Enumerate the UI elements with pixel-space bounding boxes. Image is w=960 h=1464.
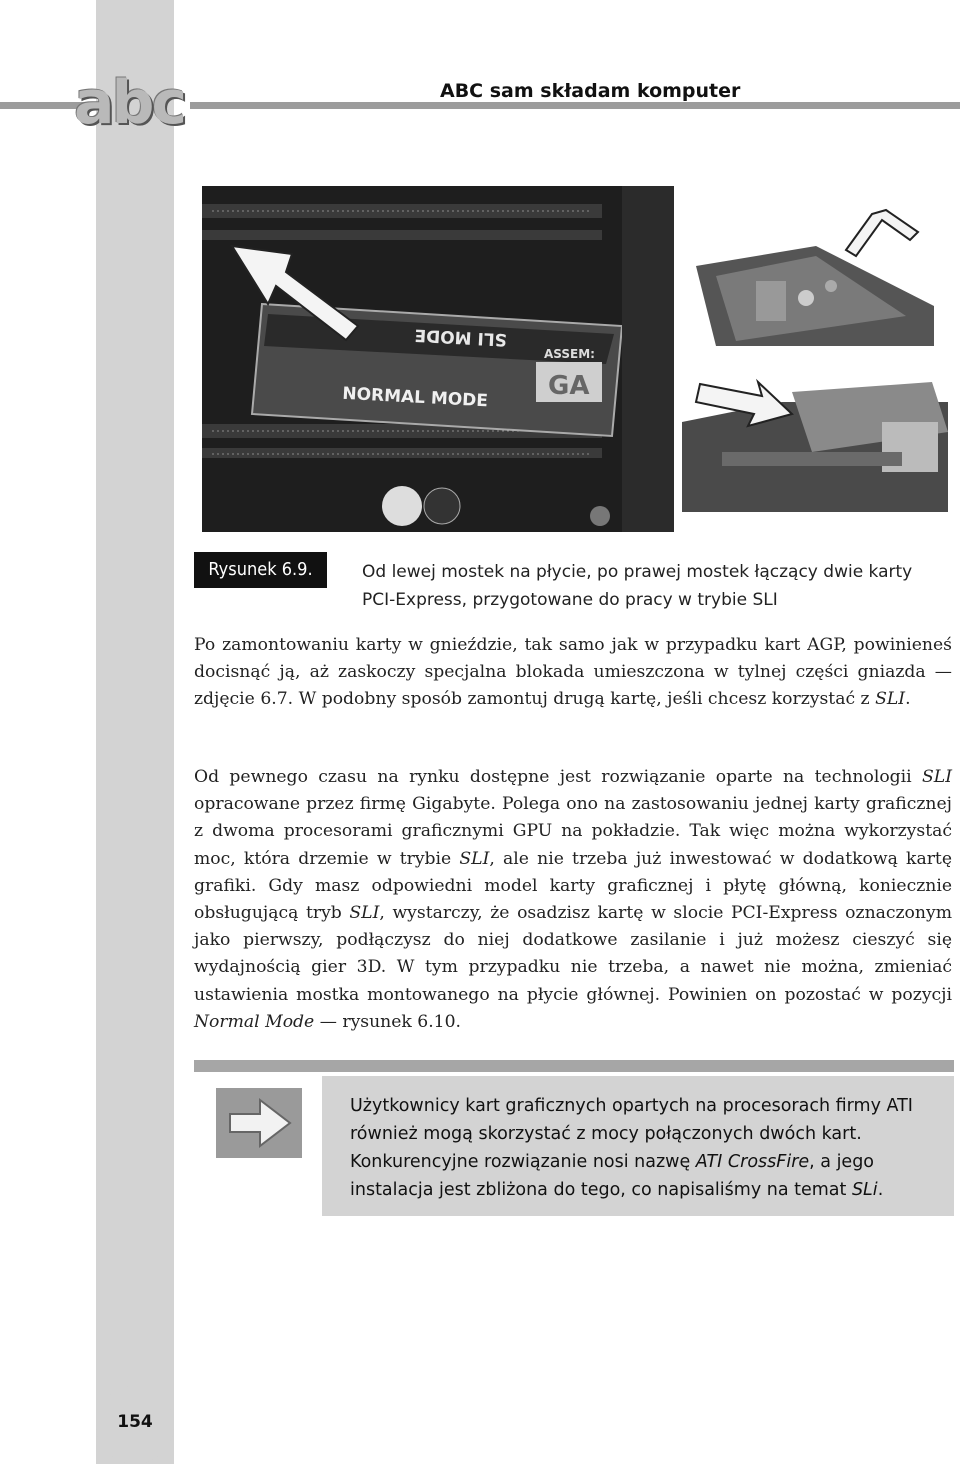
body-paragraph-1: Po zamontowaniu karty w gnieździe, tak samo jak w przypadku kart AGP, powinieneś docisnąć ją, aż zaskoczy specjalna blokada umieszczona w tylnej części gniazda — zdjęcie 6.7. W podobny sposób zamontuj drugą kartę, jeśli chcesz korzystać z SLI. [194, 635, 952, 710]
note-top-bar [194, 1060, 954, 1072]
normal-mode-label: NORMAL MODE [341, 383, 489, 412]
note-text: Użytkownicy kart graficznych opartych na procesorach firmy ATI również mogą skorzystać z mocy połączonych dwóch kart. Konkurencyjne rozwiązanie nosi nazwę ATI CrossFire, a jego instalacja jest zbliżona do tego, co napisaliśmy na temat SLi. [350, 1096, 913, 1200]
graphics-card-photo-bottom [682, 362, 948, 512]
series-logo: abc [74, 68, 185, 138]
body-paragraph-2: Od pewnego czasu na rynku dostępne jest rozwiązanie oparte na technologii SLI opracowane przez firmę Gigabyte. Polega ono na zastosowaniu jednej karty graficznej z dwoma procesorami graficznymi GPU na pokładzie. Tak więc można wykorzystać moc, która drzemie w trybie SLI, ale nie trzeba już inwestować w dodatkową kartę grafiki. Gdy masz odpowiedni model karty graficznej i płytę główną, koniecznie obsługującą tryb SLI, wystarczy, że osadzisz kartę w slocie PCI-Express oznaczonym jako pierwszy, podłączysz do niej dodatkowe zasilanie i już możesz cieszyć się wydajnością gier 3D. W tym przypadku nie trzeba, a nawet nie można, zmieniać ustawienia mostka montowanego na płycie głównej. Powinien on pozostać w pozycji Normal Mode — rysunek 6.10. [194, 767, 953, 1032]
sli-mode-label: SLI MODE [414, 324, 508, 350]
side-band [96, 0, 174, 1464]
assem-label: ASSEM: [544, 347, 595, 361]
caption-line-1: Od lewej mostek na płycie, po prawej mostek łączący dwie karty [362, 562, 913, 582]
figure-label: Rysunek 6.9. [194, 552, 327, 588]
header-rule-right [190, 102, 960, 109]
arrow-right-icon [216, 1088, 302, 1158]
graphics-card-photo-top [696, 206, 934, 346]
ga-label: GA [548, 371, 590, 401]
book-title: ABC sam składam komputer [440, 80, 741, 102]
figure-caption [362, 558, 922, 614]
page-number: 154 [117, 1412, 153, 1432]
caption-line-2: PCI-Express, przygotowane do pracy w trybie SLI [362, 590, 778, 610]
motherboard-photo [202, 186, 674, 532]
